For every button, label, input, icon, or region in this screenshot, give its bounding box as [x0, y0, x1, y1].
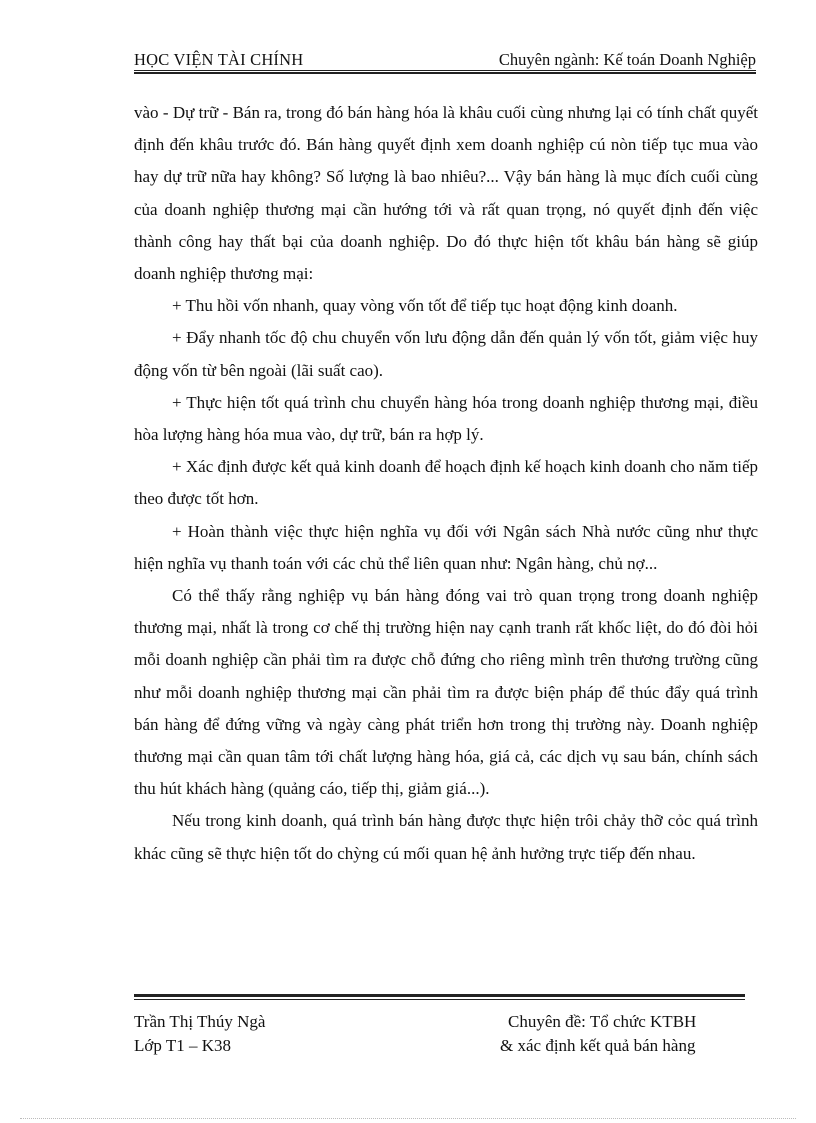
document-body — [134, 97, 758, 870]
topic-line-2: & xác định kết quả bán hàng — [500, 1036, 696, 1055]
page-header — [134, 50, 756, 72]
institution-name: HỌC VIỆN TÀI CHÍNH — [134, 50, 304, 69]
topic-line-1: Chuyên đề: Tổ chức KTBH — [508, 1012, 697, 1031]
paragraph: Nếu trong kinh doanh, quá trình bán hàng được thực hiện trôi chảy thỡ cỏc quá trình khác cũng sẽ thực hiện tốt do chỳng cú mối quan hệ ảnh hưởng trực tiếp đến nhau. — [134, 811, 758, 863]
page-edge-dots — [20, 1118, 796, 1119]
header-rule — [134, 70, 756, 71]
footer-rule-thick — [134, 994, 745, 997]
footer-topic-block — [500, 1010, 696, 1058]
major-name: Chuyên ngành: Kế toán Doanh Nghiệp — [498, 50, 756, 69]
paragraph: Có thể thấy rằng nghiệp vụ bán hàng đóng vai trò quan trọng trong doanh nghiệp thương mại, nhất là trong cơ chế thị trường hiện nay cạnh tranh rất khốc liệt, do đó đòi hỏi mỗi doanh nghiệp cần phải tìm ra được chỗ đứng cho riêng mình trên thương trường cũng như mỗi doanh nghiệp thương mại cần phải tìm ra được biện pháp để thúc đẩy quá trình bán hàng để đứng vững và ngày càng phát triển hơn trong thị trường này. Doanh nghiệp thương mại cần quan tâm tới chất lượng hàng hóa, giá cả, các dịch vụ sau bán, chính sách thu hút khách hàng (quảng cáo, tiếp thị, giảm giá...). — [134, 586, 758, 799]
class-name: Lớp T1 – K38 — [134, 1036, 231, 1055]
footer-author-block — [134, 1010, 265, 1058]
paragraph: + Hoàn thành việc thực hiện nghĩa vụ đối với Ngân sách Nhà nước cũng như thực hiện nghĩa vụ thanh toán với các chủ thể liên quan như: Ngân hàng, chủ nợ... — [134, 521, 758, 573]
paragraph: vào - Dự trữ - Bán ra, trong đó bán hàng hóa là khâu cuối cùng nhưng lại có tính chất quyết định đến khâu trước đó. Bán hàng quyết định xem doanh nghiệp cú nòn tiếp tục mua vào hay dự trữ nữa hay không? Số lượng là bao nhiêu?... Vậy bán hàng là mục đích cuối cùng của doanh nghiệp thương mại cần hướng tới và rất quan trọng, nó quyết định đến việc thành công hay thất bại của doanh nghiệp. Do đó thực hiện tốt khâu bán hàng sẽ giúp doanh nghiệp thương mại: — [134, 103, 758, 284]
header-rule-double — [134, 72, 756, 74]
paragraph: + Thu hồi vốn nhanh, quay vòng vốn tốt để tiếp tục hoạt động kinh doanh. — [172, 296, 678, 316]
paragraph: + Xác định được kết quả kinh doanh để hoạch định kế hoạch kinh doanh cho năm tiếp theo được tốt hơn. — [134, 457, 758, 509]
paragraph: + Thực hiện tốt quá trình chu chuyển hàng hóa trong doanh nghiệp thương mại, điều hòa lượng hàng hóa mua vào, dự trữ, bán ra hợp lý. — [134, 392, 758, 445]
author-name: Trần Thị Thúy Ngà — [134, 1012, 266, 1031]
footer-rule-thin — [134, 999, 745, 1000]
paragraph: + Đẩy nhanh tốc độ chu chuyển vốn lưu động dẫn đến quản lý vốn tốt, giảm việc huy động vốn từ bên ngoài (lãi suất cao). — [134, 328, 758, 380]
